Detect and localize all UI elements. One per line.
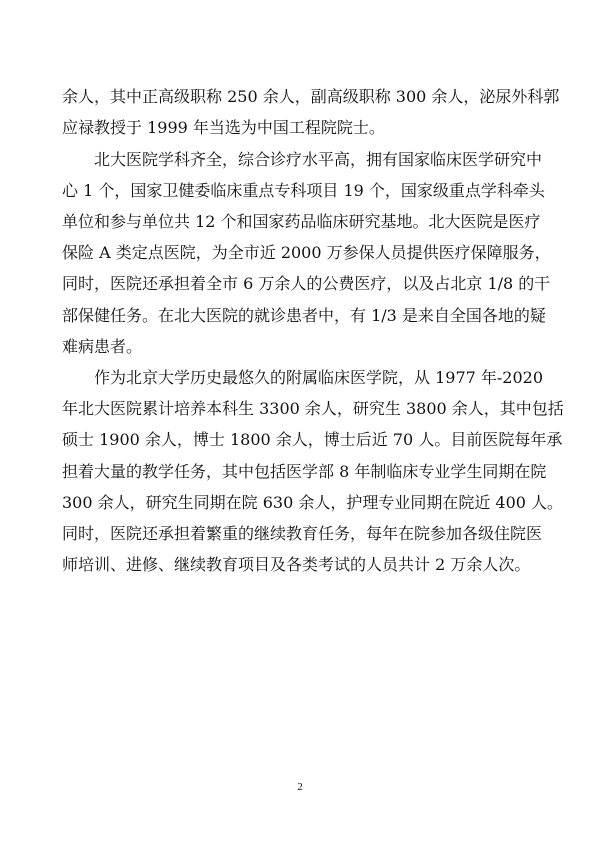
text-line: 难病患者。 <box>62 337 143 356</box>
text-line: 作为北京大学历史最悠久的附属临床医学院，从 1977 年-2020 <box>62 368 544 387</box>
text-line: 同时，医院还承担着繁重的继续教育任务，每年在院参加各级住院医 <box>62 524 543 543</box>
text-line: 心 1 个，国家卫健委临床重点专科项目 19 个，国家级重点学科牵头 <box>62 181 545 200</box>
text-line: 300 余人，研究生同期在院 630 余人，护理专业同期在院近 400 人。 <box>62 493 564 512</box>
text-line: 师培训、进修、继续教育项目及各类考试的人员共计 2 万余人次。 <box>62 555 531 574</box>
text-line: 保险 A 类定点医院，为全市近 2000 万参保人员提供医疗保障服务， <box>62 243 551 262</box>
text-line: 同时，医院还承担着全市 6 万余人的公费医疗，以及占北京 1/8 的干 <box>62 274 551 293</box>
page-number: 2 <box>297 781 303 793</box>
text-line: 年北大医院累计培养本科生 3300 余人，研究生 3800 余人，其中包括 <box>62 399 564 418</box>
text-line: 部保健任务。在北大医院的就诊患者中，有 1/3 是来自全国各地的疑 <box>62 306 546 325</box>
text-line: 余人，其中正高级职称 250 余人，副高级职称 300 余人，泌尿外科郭 <box>62 87 560 106</box>
text-line: 单位和参与单位共 12 个和国家药品临床研究基地。北大医院是医疗 <box>62 212 541 231</box>
text-line: 应禄教授于 1999 年当选为中国工程院院士。 <box>62 118 385 137</box>
text-line: 担着大量的教学任务，其中包括医学部 8 年制临床专业学生同期在院 <box>62 462 547 481</box>
text-line: 北大医院学科齐全，综合诊疗水平高，拥有国家临床医学研究中 <box>62 150 543 169</box>
text-line: 硕士 1900 余人，博士 1800 余人，博士后近 70 人。目前医院每年承 <box>62 430 563 449</box>
